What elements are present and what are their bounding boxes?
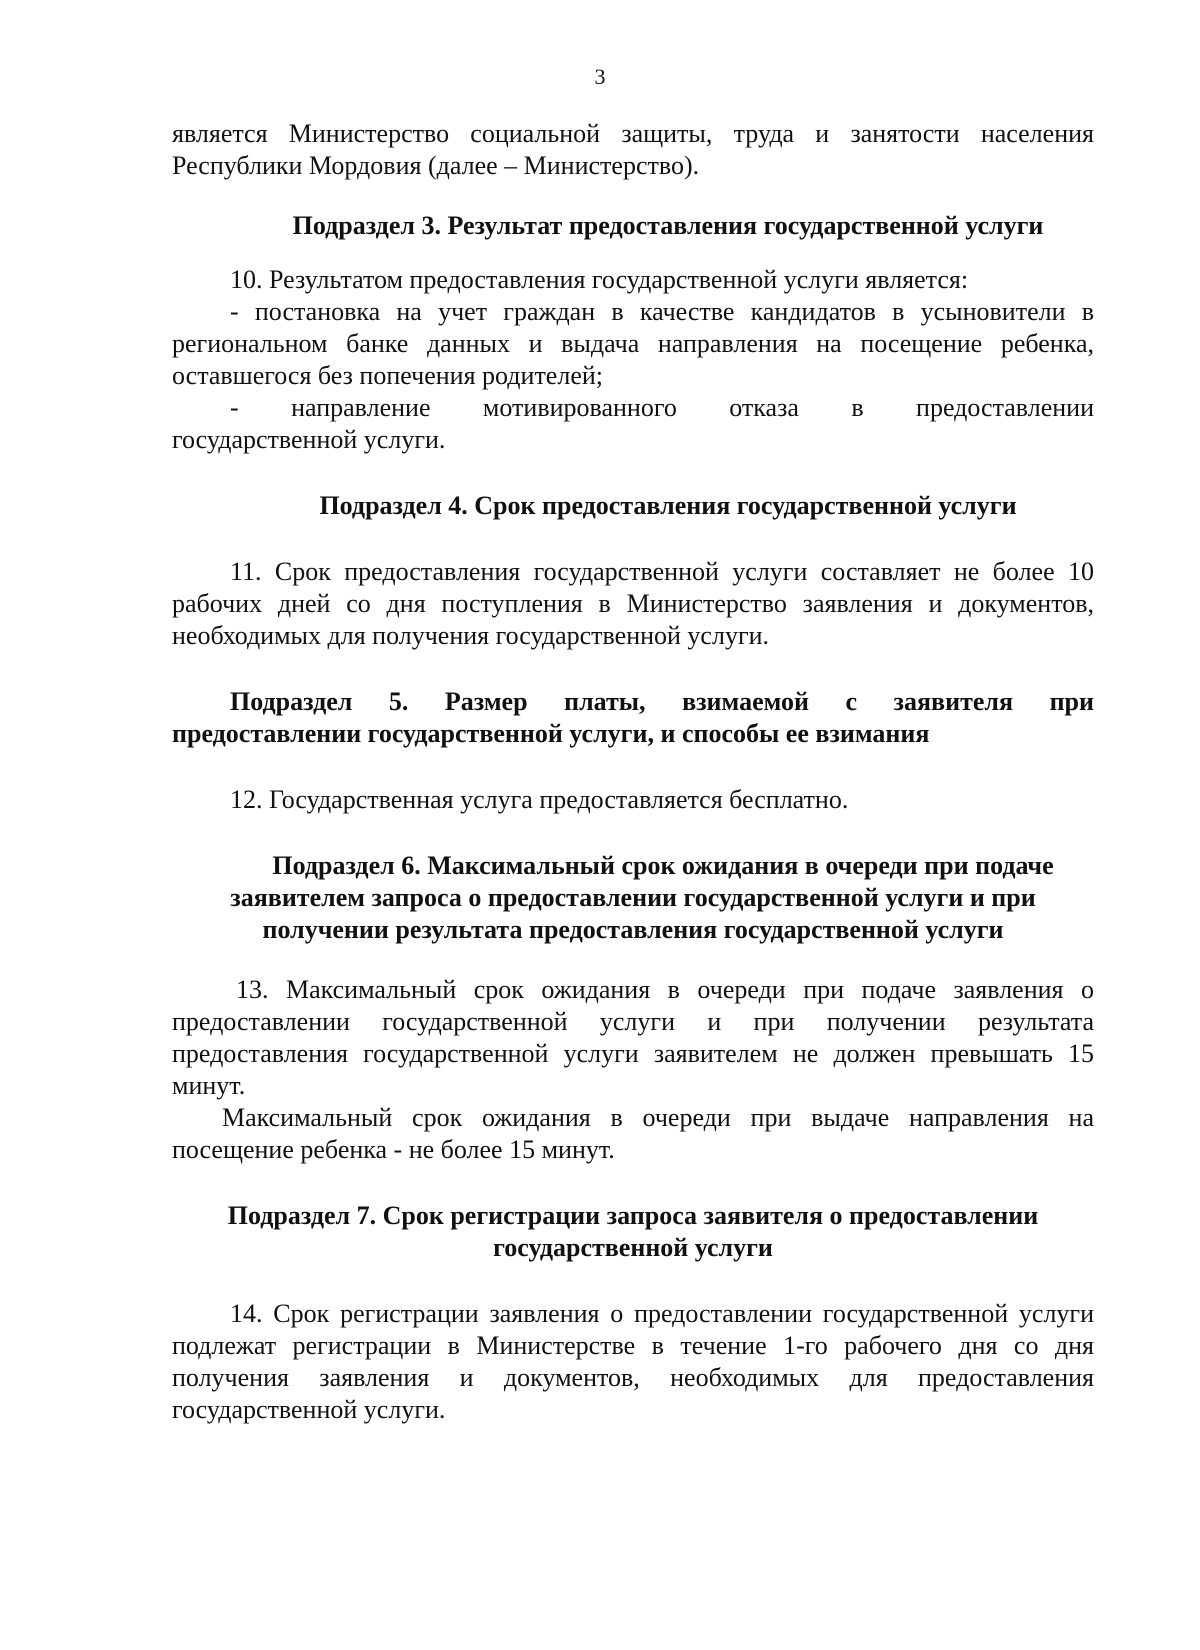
page-number: 3	[594, 64, 606, 89]
section-3-paragraph-3-line-1: - направление мотивированного отказа в предоставлении	[230, 393, 1094, 422]
section-7-heading-line-1: Подраздел 7. Срок регистрации запроса заявителя о предоставлении	[227, 1201, 1039, 1230]
section-4-paragraph-1: 11. Срок предоставления государственной услуги составляет не более 10 рабочих дней со дня поступления в Министерство заявления и документов, необходимых для получения государственной услуги.	[172, 557, 1094, 650]
document-body	[172, 118, 1094, 1426]
section-7-heading-line-2: государственной услуги	[493, 1233, 773, 1262]
section-3-paragraph-3-line-2: государственной услуги.	[172, 425, 446, 454]
section-6-paragraph-1: 13. Максимальный срок ожидания в очереди при подаче заявления о предоставлении государственной услуги и при получении результата предоставления государственной услуги заявителем не должен превышать 15 минут.	[172, 975, 1094, 1100]
intro-line-1: является Министерство социальной защиты, труда и занятости населения	[172, 119, 1094, 148]
section-5-heading-line-1: Подраздел 5. Размер платы, взимаемой с заявителя при	[230, 687, 1094, 716]
section-6-heading-line-1: Подраздел 6. Максимальный срок ожидания в очереди при подаче	[272, 851, 1054, 880]
section-4-heading: Подраздел 4. Срок предоставления государственной услуги	[319, 491, 1017, 520]
section-5-paragraph-1: 12. Государственная услуга предоставляется бесплатно.	[230, 785, 849, 814]
section-6-paragraph-2: Максимальный срок ожидания в очереди при выдаче направления на посещение ребенка - не более 15 минут.	[172, 1103, 1094, 1164]
intro-line-2: Республики Мордовия (далее – Министерство).	[172, 151, 700, 180]
section-3-paragraph-1: 10. Результатом предоставления государственной услуги является:	[230, 265, 969, 294]
section-3-heading: Подраздел 3. Результат предоставления государственной услуги	[292, 211, 1044, 240]
section-6-heading-line-3: получении результата предоставления государственной услуги	[262, 915, 1004, 944]
section-5-heading-line-2: предоставлении государственной услуги, и способы ее взимания	[172, 719, 930, 748]
section-7-paragraph-1: 14. Срок регистрации заявления о предоставлении государственной услуги подлежат регистрации в Министерстве в течение 1-го рабочего дня со дня получения заявления и документов, необходимых для предоставления государственной услуги.	[172, 1299, 1094, 1424]
section-3-paragraph-2: - постановка на учет граждан в качестве кандидатов в усыновители в региональном банке данных и выдача направления на посещение ребенка, оставшегося без попечения родителей;	[172, 297, 1094, 390]
section-6-heading-line-2: заявителем запроса о предоставлении государственной услуги и при	[230, 883, 1036, 912]
